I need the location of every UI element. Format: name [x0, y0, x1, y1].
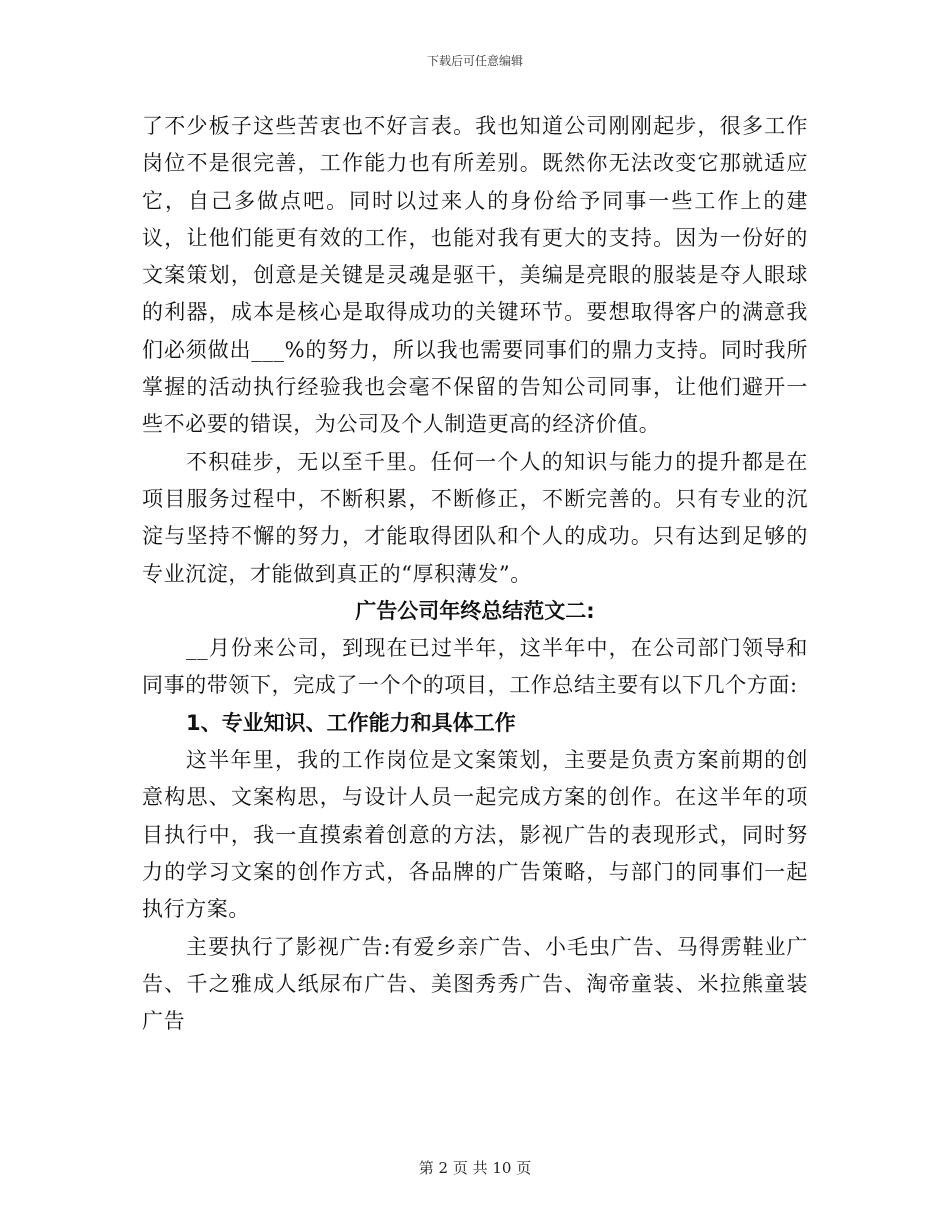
paragraph-3: __月份来公司，到现在已过半年，这半年中，在公司部门领导和同事的带领下，完成了一个个的项目，工作总结主要有以下几个方面:: [142, 636, 808, 698]
paragraph-4: 这半年里，我的工作岗位是文案策划，主要是负责方案前期的创意构思、文案构思，与设计人员一起完成方案的创作。在这半年的项目执行中，我一直摸索着创意的方法，影视广告的表现形式，同时努力的学习文案的创作方式，各品牌的广告策略，与部门的同事们一起执行方案。: [142, 748, 808, 922]
section-title: 广告公司年终总结范文二:: [355, 598, 595, 623]
page-header: 下载后可任意编辑: [426, 54, 523, 68]
paragraph-5: 主要执行了影视广告:有爱乡亲广告、小毛虫广告、马得雳鞋业广告、千之雅成人纸尿布广告、美图秀秀广告、淘帝童装、米拉熊童装广告: [142, 934, 808, 1034]
page-footer: 第 2 页 共 10 页: [418, 1159, 532, 1177]
subheading-1: 1、专业知识、工作能力和具体工作: [186, 710, 516, 735]
paragraph-2: 不积硅步，无以至千里。任何一个人的知识与能力的提升都是在项目服务过程中，不断积累，不断修正，不断完善的。只有专业的沉淀与坚持不懈的努力，才能取得团队和个人的成功。只有达到足够的专业沉淀，才能做到真正的“厚积薄发”。: [142, 449, 808, 586]
paragraph-1: 了不少板子这些苦衷也不好言表。我也知道公司刚刚起步，很多工作岗位不是很完善，工作能力也有所差别。既然你无法改变它那就适应它，自己多做点吧。同时以过来人的身份给予同事一些工作上的建议，让他们能更有效的工作，也能对我有更大的支持。因为一份好的文案策划，创意是关键是灵魂是驱干，美编是亮眼的服装是夺人眼球的利器，成本是核心是取得成功的关键环节。要想取得客户的满意我们必须做出___%的努力，所以我也需要同事们的鼎力支持。同时我所掌握的活动执行经验我也会毫不保留的告知公司同事，让他们避开一些不必要的错误，为公司及个人制造更高的经济价值。: [142, 114, 808, 437]
document-body: [142, 108, 808, 1040]
